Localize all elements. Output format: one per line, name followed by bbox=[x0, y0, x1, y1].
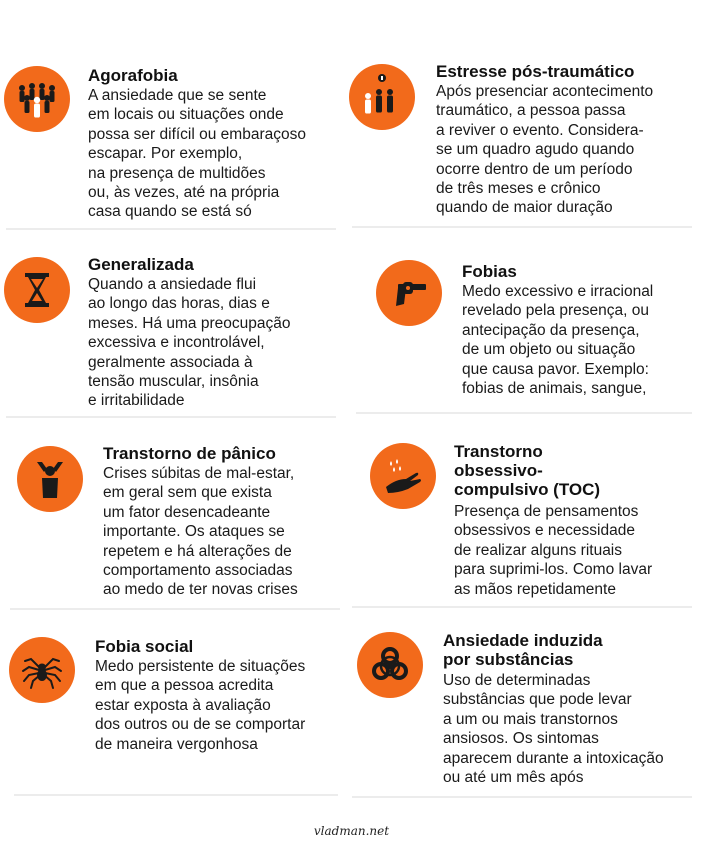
divider bbox=[10, 608, 340, 610]
divider bbox=[6, 228, 336, 230]
card-title: Transtorno obsessivo- compulsivo (TOC) bbox=[454, 442, 601, 499]
crowd-icon bbox=[4, 66, 70, 132]
spider-icon bbox=[9, 637, 75, 703]
card-description: Uso de determinadas substâncias que pode levar a um ou mais transtornos ansiosos. Os sintomas aparecem durante a intoxicação ou até um mês após bbox=[443, 672, 664, 787]
trauma-icon bbox=[349, 64, 415, 130]
footer-watermark: vladman.net bbox=[313, 824, 390, 838]
card-title: Transtorno de pânico bbox=[103, 444, 276, 463]
card-title: Fobia social bbox=[95, 637, 194, 656]
biohazard-icon bbox=[357, 632, 423, 698]
card-description: Presença de pensamentos obsessivos e necessidade de realizar alguns rituais para suprimi-los. Como lavar as mãos repetidamente bbox=[454, 503, 653, 598]
revolver-icon bbox=[376, 260, 442, 326]
divider bbox=[14, 794, 338, 796]
card-title: Estresse pós-traumático bbox=[436, 62, 635, 81]
card-title: Ansiedade induzida por substâncias bbox=[443, 631, 603, 669]
card-description: A ansiedade que se sente em locais ou situações onde possa ser difícil ou embaraçoso escapar. Por exemplo, na presença de multidões ou, às vezes, até na própria casa quando se está só bbox=[88, 87, 306, 221]
divider bbox=[352, 226, 692, 228]
card-title: Generalizada bbox=[88, 255, 194, 274]
card-description: Quando a ansiedade flui ao longo das horas, dias e meses. Há uma preocupação excessiva e incontrolável, geralmente associada à tensão muscular, insônia e irritabilidade bbox=[88, 276, 291, 410]
card-title: Fobias bbox=[462, 262, 517, 281]
divider bbox=[352, 606, 692, 608]
card-description: Após presenciar acontecimento traumático, a pessoa passa a reviver o evento. Considera- se um quadro agudo quando ocorre dentro de um período de três meses e crônico quando de maior duração bbox=[436, 83, 654, 217]
card-description: Medo persistente de situações em que a pessoa acredita estar exposta à avaliação dos outros ou de se comportar de maneira vergonhosa bbox=[95, 658, 306, 753]
card-title: Agorafobia bbox=[88, 66, 178, 85]
card-description: Crises súbitas de mal-estar, em geral sem que exista um fator desencadeante importante. Os ataques se repetem e há alterações de comportamento associadas ao medo de ter novas crises bbox=[103, 465, 298, 599]
card-description: Medo excessivo e irracional revelado pela presença, ou antecipação da presença, de um objeto ou situação que causa pavor. Exemplo: fobias de animais, sangue, bbox=[462, 283, 654, 398]
divider bbox=[356, 412, 692, 414]
divider bbox=[352, 796, 692, 798]
divider bbox=[6, 416, 336, 418]
hand-drops-icon bbox=[370, 443, 436, 509]
hourglass-icon bbox=[4, 257, 70, 323]
panic-icon bbox=[17, 446, 83, 512]
